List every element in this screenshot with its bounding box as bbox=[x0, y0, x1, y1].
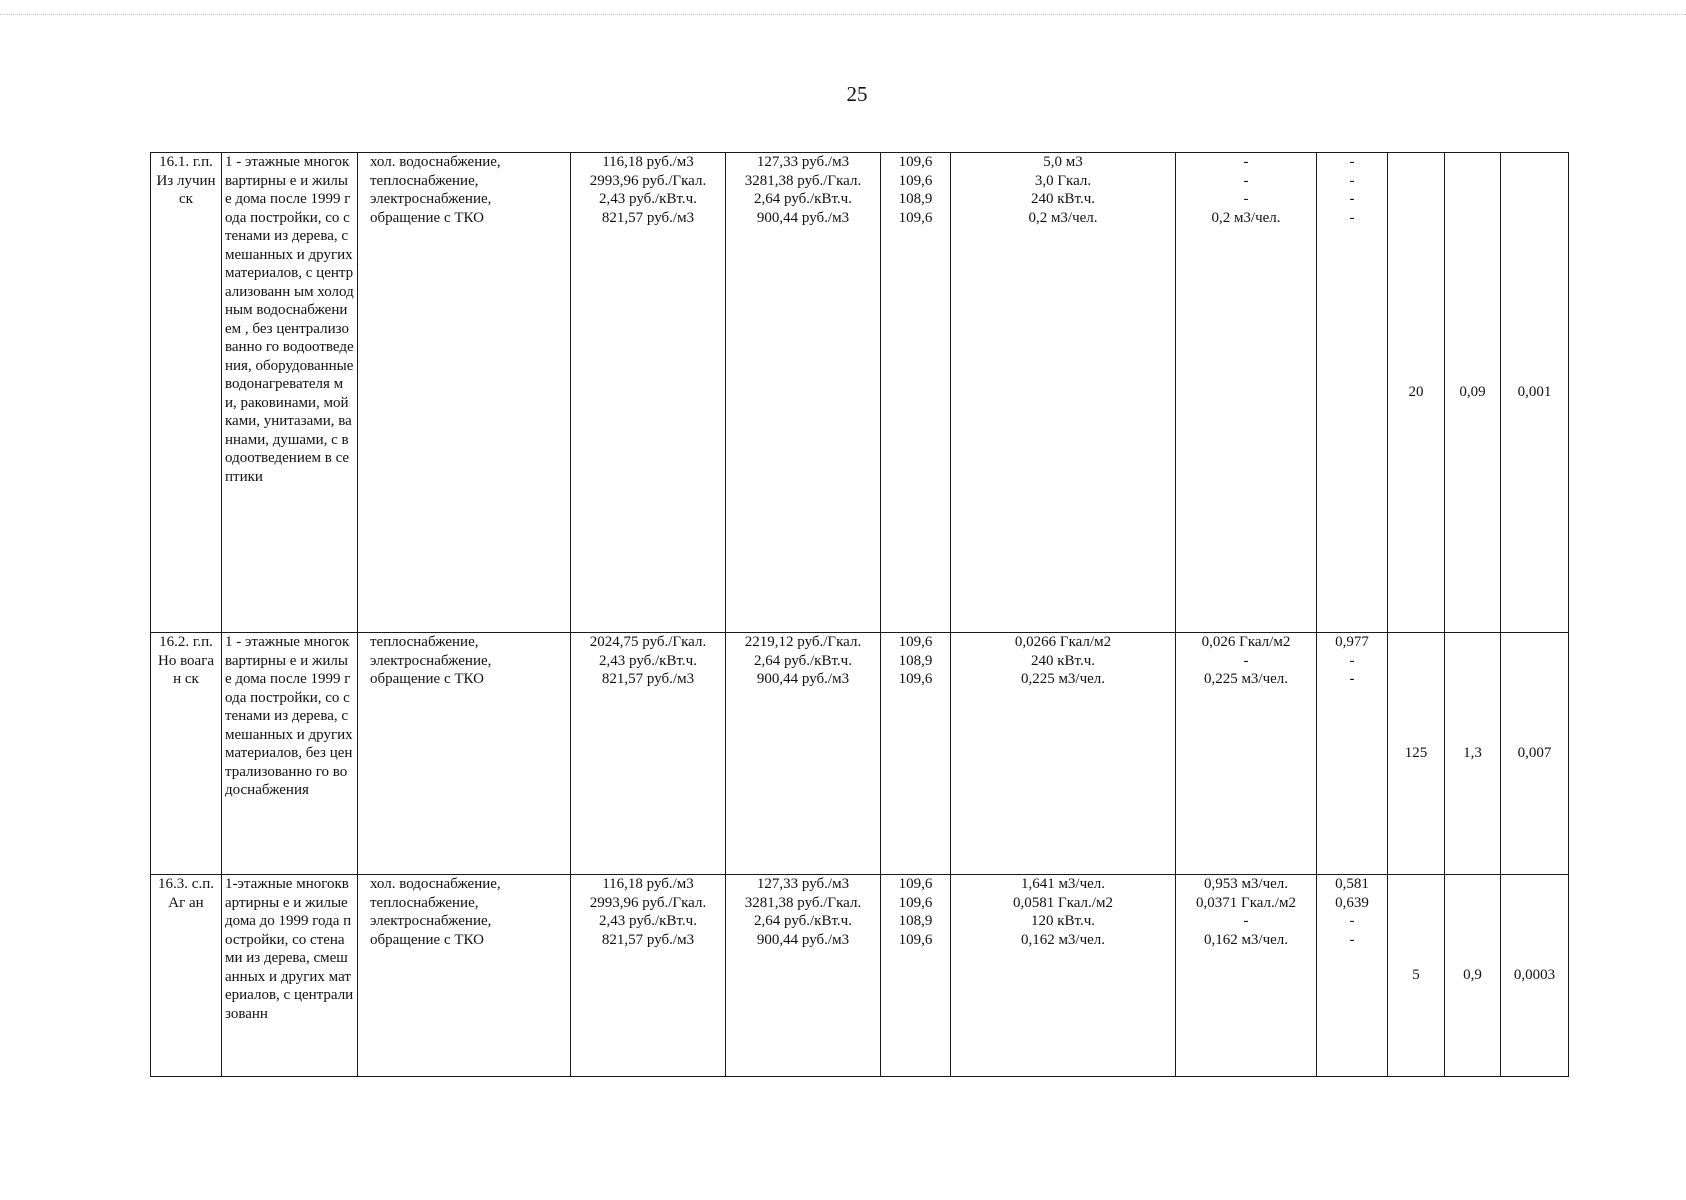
tariff-new-cell-line: 127,33 руб./м3 bbox=[756, 154, 850, 170]
services-cell bbox=[358, 153, 571, 633]
table-row bbox=[151, 153, 1569, 633]
value-a-cell-text: 125 bbox=[1404, 745, 1428, 762]
dwelling-type-cell-text: 1 - этажные многоквартирны е и жилые дома после 1999 года постройки, со стенами из дерева, смешанных и других материалов, без централизованно го водоснабжения bbox=[225, 634, 353, 798]
table-body bbox=[151, 153, 1569, 1077]
coefficient-cell-line: - bbox=[1349, 172, 1355, 189]
tariff-current-cell-line: 821,57 руб./м3 bbox=[601, 931, 695, 948]
adjusted-norm-cell-line: - bbox=[1243, 652, 1249, 669]
value-b-cell-text: 1,3 bbox=[1463, 745, 1482, 762]
index-cell-line: 109,6 bbox=[898, 931, 933, 948]
adjusted-norm-cell-line: - bbox=[1243, 154, 1249, 170]
tariff-current-cell-line: 2993,96 руб./Гкал. bbox=[589, 172, 707, 189]
scan-top-edge bbox=[0, 14, 1686, 15]
index-cell-line: 109,6 bbox=[898, 894, 933, 911]
tariff-current-cell-line: 821,57 руб./м3 bbox=[601, 671, 695, 687]
tariff-new-cell-line: 3281,38 руб./Гкал. bbox=[744, 172, 862, 189]
page-number: 25 bbox=[846, 82, 868, 106]
services-cell bbox=[358, 875, 571, 1077]
index-cell-line: 109,6 bbox=[898, 634, 933, 650]
tariff-current-cell-line: 821,57 руб./м3 bbox=[601, 209, 695, 226]
consumption-norm-cell-line: 0,162 м3/чел. bbox=[1020, 931, 1106, 948]
adjusted-norm-cell-line: - bbox=[1243, 191, 1249, 207]
services-cell-line: обращение с ТКО bbox=[370, 931, 484, 948]
index-cell-line: 108,9 bbox=[898, 191, 933, 207]
index-cell-line: 109,6 bbox=[898, 172, 933, 189]
value-c-cell bbox=[1501, 633, 1569, 875]
adjusted-norm-cell bbox=[1176, 633, 1317, 875]
index-cell bbox=[881, 633, 951, 875]
tariff-new-cell-line: 2219,12 руб./Гкал. bbox=[744, 634, 862, 650]
consumption-norm-cell bbox=[951, 875, 1176, 1077]
services-cell-line: обращение с ТКО bbox=[370, 209, 484, 226]
tariff-current-cell-line: 2024,75 руб./Гкал. bbox=[589, 634, 707, 650]
value-c-cell bbox=[1501, 153, 1569, 633]
value-a-cell-text: 20 bbox=[1408, 384, 1424, 401]
coefficient-cell-line: - bbox=[1349, 671, 1355, 687]
consumption-norm-cell bbox=[951, 633, 1176, 875]
row-number-cell-text: 16.1. г.п.Из лучин ск bbox=[156, 154, 216, 207]
index-cell-line: 108,9 bbox=[898, 652, 933, 669]
adjusted-norm-cell bbox=[1176, 875, 1317, 1077]
tariff-new-cell bbox=[726, 875, 881, 1077]
value-b-cell bbox=[1445, 153, 1501, 633]
tariff-new-cell-line: 900,44 руб./м3 bbox=[756, 671, 850, 687]
adjusted-norm-cell-line: 0,026 Гкал/м2 bbox=[1201, 634, 1291, 650]
value-b-cell bbox=[1445, 633, 1501, 875]
row-number-cell bbox=[151, 875, 222, 1077]
adjusted-norm-cell-line: 0,0371 Гкал./м2 bbox=[1196, 894, 1296, 911]
adjusted-norm-cell-line: 0,162 м3/чел. bbox=[1203, 931, 1289, 948]
index-cell-line: 109,6 bbox=[898, 209, 933, 226]
services-cell-line: теплоснабжение, bbox=[370, 172, 479, 189]
coefficient-cell-line: 0,581 bbox=[1335, 876, 1369, 892]
dwelling-type-cell-text: 1 - этажные многоквартирны е и жилые дома после 1999 года постройки, со стенами из дерева, смешанных и других материалов, с централизованн ым холодным водоснабжением , без централизованно го водоотведения, оборудованные водонагревателя ми, раковинами, мойками, унитазами, ваннами, душами, с водоотведением в септики bbox=[225, 154, 354, 485]
consumption-norm-cell-line: 0,2 м3/чел. bbox=[1028, 209, 1098, 226]
tariff-new-cell-line: 2,64 руб./кВт.ч. bbox=[754, 913, 852, 929]
row-number-cell bbox=[151, 633, 222, 875]
services-cell-line: хол. водоснабжение, bbox=[370, 876, 501, 892]
adjusted-norm-cell bbox=[1176, 153, 1317, 633]
adjusted-norm-cell-line: 0,225 м3/чел. bbox=[1203, 671, 1289, 687]
tariff-new-cell-line: 2,64 руб./кВт.ч. bbox=[754, 191, 852, 207]
consumption-norm-cell-line: 0,0266 Гкал/м2 bbox=[1014, 634, 1112, 650]
consumption-norm-cell bbox=[951, 153, 1176, 633]
coefficient-cell bbox=[1317, 633, 1388, 875]
consumption-norm-cell-line: 240 кВт.ч. bbox=[1030, 191, 1095, 207]
tariff-current-cell bbox=[571, 153, 726, 633]
tariff-new-cell bbox=[726, 153, 881, 633]
tariff-new-cell bbox=[726, 633, 881, 875]
coefficient-cell-line: 0,977 bbox=[1335, 634, 1369, 650]
tariff-current-cell-line: 2,43 руб./кВт.ч. bbox=[599, 652, 697, 669]
index-cell-line: 109,6 bbox=[898, 154, 933, 170]
tariff-new-cell-line: 900,44 руб./м3 bbox=[756, 931, 850, 948]
value-c-cell bbox=[1501, 875, 1569, 1077]
row-number-cell bbox=[151, 153, 222, 633]
tariff-current-cell-line: 116,18 руб./м3 bbox=[602, 876, 694, 892]
tariff-current-cell bbox=[571, 875, 726, 1077]
index-cell-line: 109,6 bbox=[898, 876, 933, 892]
consumption-norm-cell-line: 240 кВт.ч. bbox=[1030, 652, 1095, 669]
consumption-norm-cell-line: 120 кВт.ч. bbox=[1030, 913, 1095, 929]
index-cell bbox=[881, 153, 951, 633]
tariff-new-cell-line: 2,64 руб./кВт.ч. bbox=[754, 652, 852, 669]
services-cell-line: обращение с ТКО bbox=[370, 671, 484, 687]
tariff-current-cell-line: 2993,96 руб./Гкал. bbox=[589, 894, 707, 911]
value-a-cell-text: 5 bbox=[1412, 967, 1420, 984]
value-b-cell-text: 0,9 bbox=[1463, 967, 1482, 984]
services-cell-line: электроснабжение, bbox=[370, 191, 492, 207]
value-c-cell-text: 0,007 bbox=[1517, 745, 1552, 762]
value-a-cell bbox=[1388, 153, 1445, 633]
coefficient-cell-line: - bbox=[1349, 652, 1355, 669]
table-row bbox=[151, 633, 1569, 875]
tariff-new-cell-line: 127,33 руб./м3 bbox=[756, 876, 850, 892]
tariff-new-cell-line: 3281,38 руб./Гкал. bbox=[744, 894, 862, 911]
dwelling-type-cell bbox=[222, 633, 358, 875]
tariff-current-cell bbox=[571, 633, 726, 875]
value-a-cell bbox=[1388, 633, 1445, 875]
row-number-cell-text: 16.3. с.п.Аг ан bbox=[158, 876, 214, 911]
services-cell-line: электроснабжение, bbox=[370, 652, 492, 669]
row-number-cell-text: 16.2. г.п.Но воаган ск bbox=[157, 634, 215, 687]
consumption-norm-cell-line: 5,0 м3 bbox=[1043, 154, 1083, 170]
consumption-norm-cell-line: 0,225 м3/чел. bbox=[1020, 671, 1106, 687]
index-cell-line: 109,6 bbox=[898, 671, 933, 687]
value-c-cell-text: 0,001 bbox=[1517, 384, 1552, 401]
services-cell-line: теплоснабжение, bbox=[370, 634, 479, 650]
adjusted-norm-cell-line: - bbox=[1243, 913, 1249, 929]
dwelling-type-cell bbox=[222, 153, 358, 633]
coefficient-cell bbox=[1317, 153, 1388, 633]
coefficient-cell-line: 0,639 bbox=[1335, 894, 1369, 911]
dwelling-type-cell-text: 1-этажные многоквартирны е и жилые дома до 1999 года постройки, со стенами из дерева, смешанных и других материалов, с централизованн bbox=[225, 876, 354, 1022]
coefficient-cell-line: - bbox=[1349, 931, 1355, 948]
index-cell bbox=[881, 875, 951, 1077]
services-cell-line: теплоснабжение, bbox=[370, 894, 479, 911]
value-b-cell-text: 0,09 bbox=[1459, 384, 1486, 401]
tariff-current-cell-line: 116,18 руб./м3 bbox=[602, 154, 694, 170]
coefficient-cell-line: - bbox=[1349, 154, 1355, 170]
table-row bbox=[151, 875, 1569, 1077]
tariff-table bbox=[150, 152, 1569, 1077]
tariff-current-cell-line: 2,43 руб./кВт.ч. bbox=[599, 913, 697, 929]
consumption-norm-cell-line: 1,641 м3/чел. bbox=[1020, 876, 1106, 892]
adjusted-norm-cell-line: 0,953 м3/чел. bbox=[1203, 876, 1289, 892]
coefficient-cell-line: - bbox=[1349, 913, 1355, 929]
services-cell-line: хол. водоснабжение, bbox=[370, 154, 501, 170]
consumption-norm-cell-line: 0,0581 Гкал./м2 bbox=[1013, 894, 1113, 911]
consumption-norm-cell-line: 3,0 Гкал. bbox=[1034, 172, 1092, 189]
dwelling-type-cell bbox=[222, 875, 358, 1077]
adjusted-norm-cell-line: - bbox=[1243, 172, 1249, 189]
tariff-current-cell-line: 2,43 руб./кВт.ч. bbox=[599, 191, 697, 207]
value-a-cell bbox=[1388, 875, 1445, 1077]
value-c-cell-text: 0,0003 bbox=[1513, 967, 1556, 984]
coefficient-cell-line: - bbox=[1349, 191, 1355, 207]
adjusted-norm-cell-line: 0,2 м3/чел. bbox=[1211, 209, 1281, 226]
coefficient-cell bbox=[1317, 875, 1388, 1077]
coefficient-cell-line: - bbox=[1349, 209, 1355, 226]
tariff-new-cell-line: 900,44 руб./м3 bbox=[756, 209, 850, 226]
services-cell bbox=[358, 633, 571, 875]
index-cell-line: 108,9 bbox=[898, 913, 933, 929]
value-b-cell bbox=[1445, 875, 1501, 1077]
services-cell-line: электроснабжение, bbox=[370, 913, 492, 929]
